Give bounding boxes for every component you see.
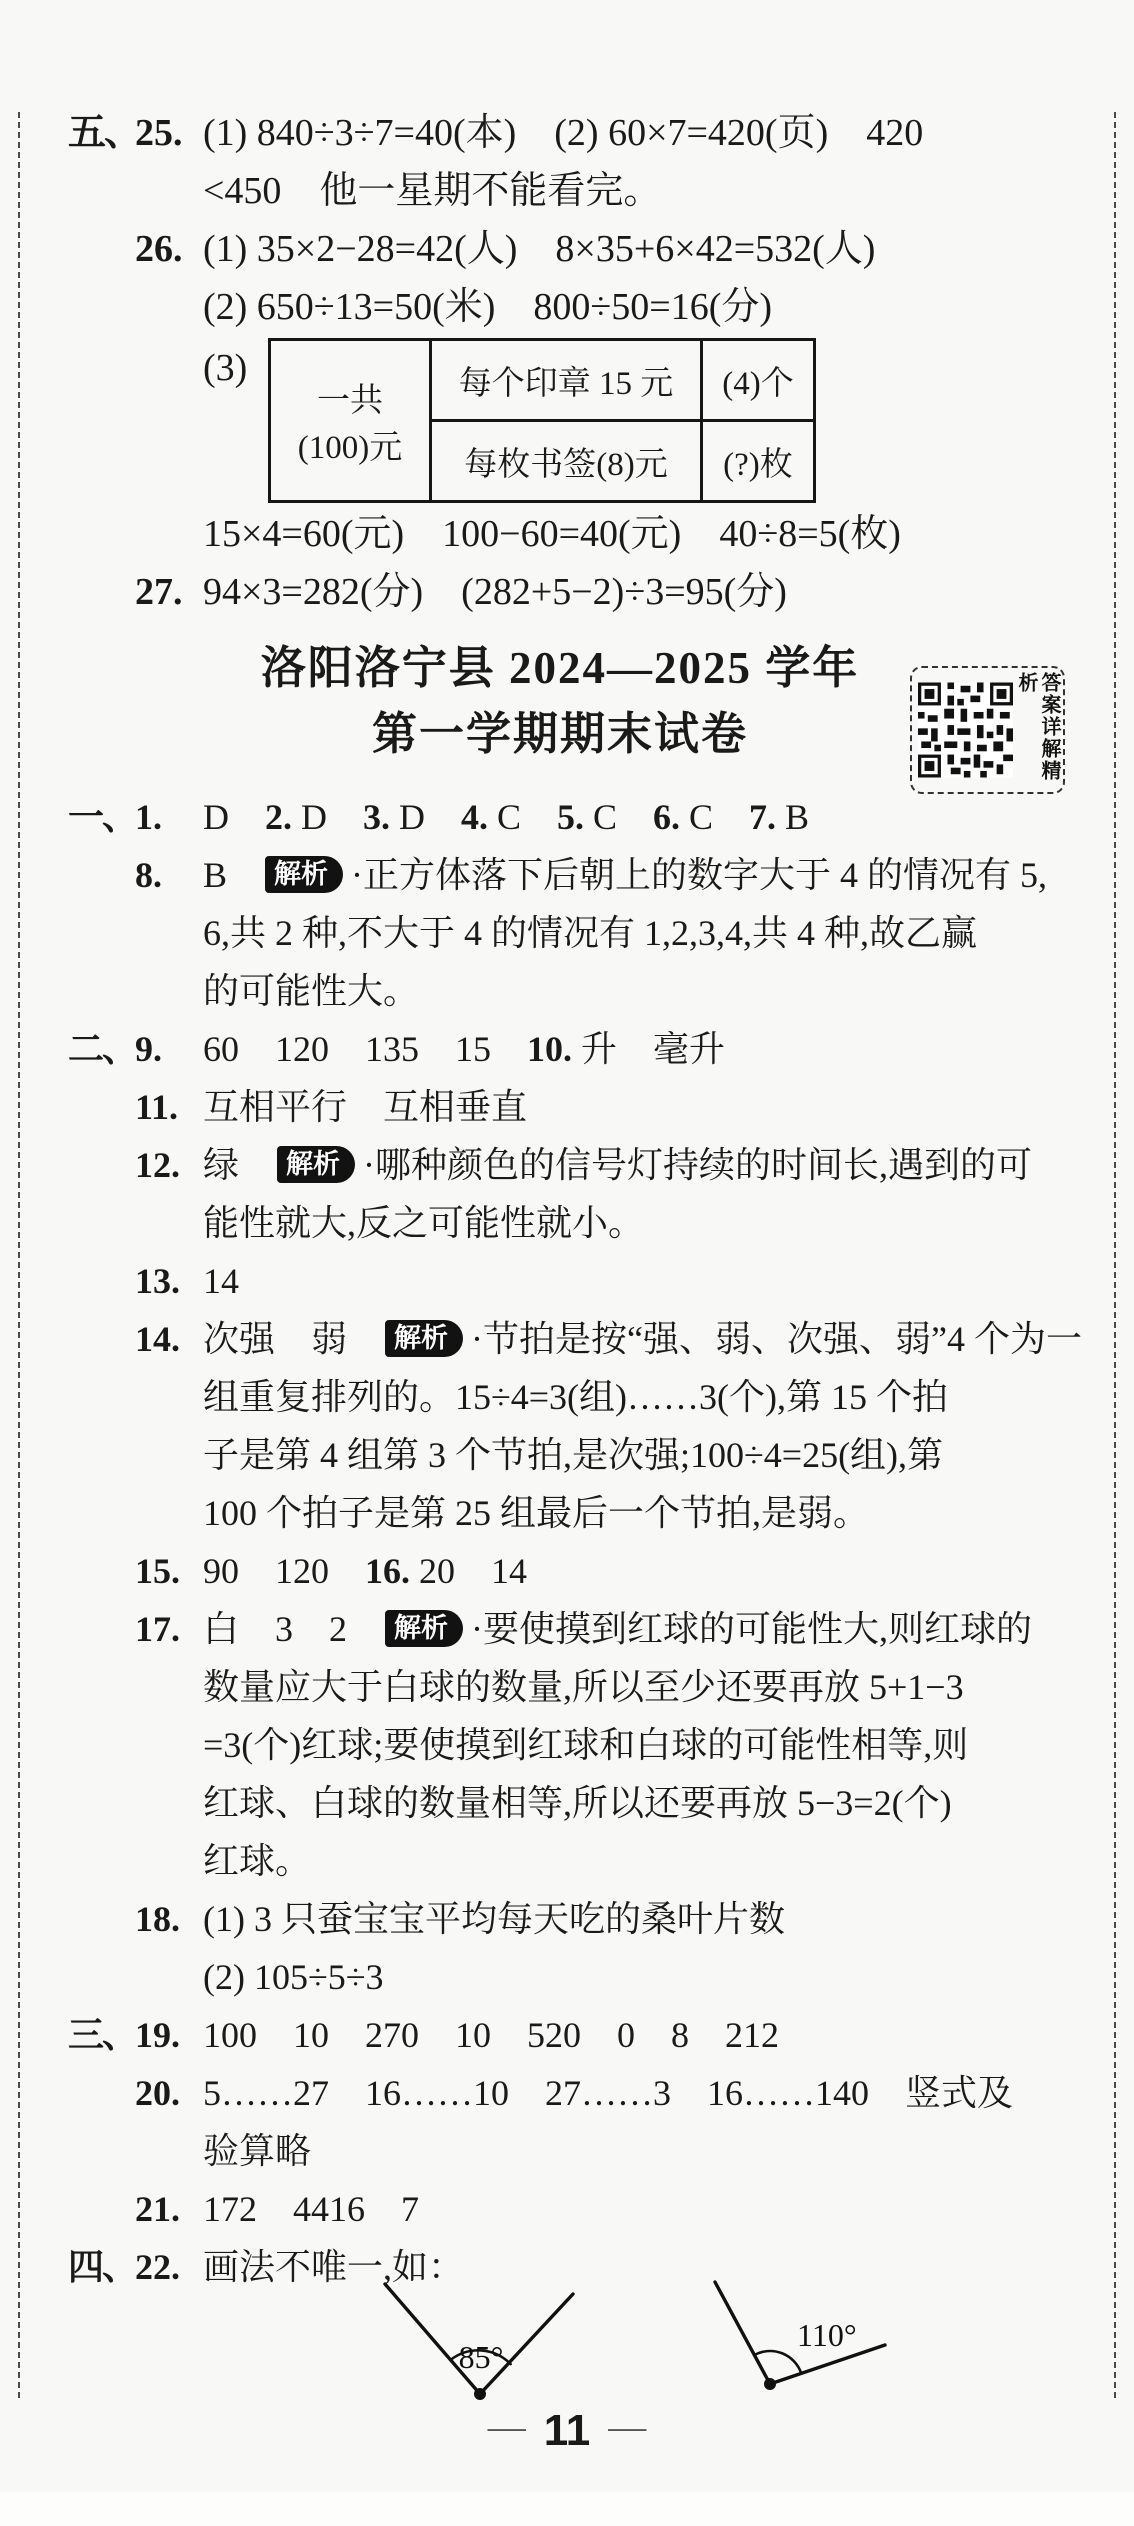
answer-text: ·哪种颜色的信号灯持续的时间长,遇到的可 [363,1145,1033,1185]
angle-drawings [290,2262,950,2422]
question-number: 9. [135,1029,162,1069]
answer-line [68,1426,1082,1484]
answer-text: D [292,797,363,837]
vertex-dot [474,2388,486,2400]
answer-text: 100 个拍子是第 25 组最后一个节拍,是弱。 [203,1493,870,1533]
answer-content [203,1020,1082,1078]
answer-line [68,1310,1082,1368]
table-text: (100)元 [297,429,403,466]
answer-text: 60 120 135 15 [203,1029,528,1069]
page-number-dash: — [487,2406,526,2448]
table-text: 一共 [317,382,383,419]
inline-question-number: 10. [527,1029,573,1069]
answer-text: C [584,797,654,837]
section-marker: 二、 [68,1029,137,1069]
answer-line [68,162,923,220]
answer-text: <450 他一星期不能看完。 [203,170,662,212]
answer-line [68,846,1082,904]
table-cell-stamp: 每个印章 15 元 [431,340,702,421]
analysis-badge: 解析 [385,1610,463,1647]
question-number: 8. [135,855,162,895]
answer-text: 20 14 [410,1551,528,1591]
answer-line [68,962,1082,1020]
answer-content [203,1658,1082,1716]
question-number: 19. [135,2015,180,2055]
answer-line [68,1194,1082,1252]
answer-line [68,1136,1082,1194]
section-line [68,788,1082,846]
table-cell-bookmark-count: (?)枚 [702,421,815,502]
answer-text: 5……27 16……10 27……3 16……140 竖式及 [203,2073,1014,2113]
answer-text: 15×4=60(元) 100−60=40(元) 40÷8=5(枚) [203,513,901,555]
vertex-dot [764,2378,776,2390]
answer-content [203,162,923,220]
question-number: 1. [135,797,162,837]
question-number: 14. [135,1319,180,1359]
answer-content [203,846,1082,904]
answer-text: 次强 弱 [203,1319,384,1359]
section-marker: 五、 [68,112,141,154]
inline-question-number: 7. [749,797,777,837]
angle-label: 85° [458,2339,504,2375]
answer-text: B [776,797,810,837]
answers-section-five-cont [68,505,901,621]
answer-text: 14 [203,1261,239,1301]
answer-text: 100 10 270 10 520 0 8 212 [203,2015,779,2055]
answer-table [268,338,816,503]
answer-content [203,1542,1082,1600]
question-number: 13. [135,1261,180,1301]
exam-title-line2: 第一学期期末试卷 [371,709,748,759]
inline-question-number: 3. [363,797,390,837]
exam-title-line1: 洛阳洛宁县 2024—2025 学年 [260,643,860,693]
answer-text: 绿 [203,1145,276,1185]
answer-line [68,1368,1082,1426]
answer-content [203,1832,1082,1890]
answer-line [68,1600,1082,1658]
answer-text: 172 4416 7 [203,2189,420,2229]
question-number: 15. [135,1551,180,1591]
answer-content [203,2006,1082,2064]
inline-question-number: 16. [365,1551,411,1591]
inline-question-number: 2. [265,797,292,837]
answer-text: 的可能性大。 [203,971,420,1011]
answer-content [203,904,1082,962]
answer-text: 94×3=282(分) (282+5−2)÷3=95(分) [203,571,787,613]
question-number: 26. [135,228,183,270]
answer-text: (1) 35×2−28=42(人) 8×35+6×42=532(人) [203,228,876,270]
question-number: 22. [135,2247,180,2287]
answer-line [68,904,1082,962]
answer-text: D [203,797,265,837]
answer-text: 验算略 [203,2131,312,2171]
answer-content [203,2064,1082,2122]
answer-text: B [203,855,264,895]
angle-85 [385,2284,573,2400]
question-number: 11. [135,1087,179,1127]
answer-line [68,2122,1082,2180]
answer-line [68,2180,1082,2238]
analysis-badge: 解析 [265,856,343,893]
qr-code [918,678,1013,782]
angle-label: 110° [797,2317,857,2353]
answer-text: 能性就大,反之可能性就小。 [203,1203,645,1243]
answer-line [68,1484,1082,1542]
answer-content [203,962,1082,1020]
answer-content [203,1948,1082,2006]
page-number-dash: — [608,2406,647,2448]
answer-content [203,1484,1082,1542]
answer-text: 升 毫升 [572,1029,726,1069]
answer-text: 6,共 2 种,不大于 4 的情况有 1,2,3,4,共 4 种,故乙赢 [203,913,978,953]
answer-line [68,1658,1082,1716]
question-number: 27. [135,571,183,613]
answers-section-five [68,104,923,336]
angle-110 [715,2282,885,2390]
qr-code-box [910,666,1065,794]
answer-text: ·要使摸到红球的可能性大,则红球的 [471,1609,1033,1649]
answer-content [203,1078,1082,1136]
answer-content [203,505,901,563]
answer-content [203,1194,1082,1252]
answer-text: 组重复排列的。15÷4=3(组)……3(个),第 15 个拍 [203,1377,949,1417]
answer-text: C [488,797,558,837]
answer-text: (2) 650÷13=50(米) 800÷50=16(分) [203,286,772,328]
answer-text: 红球、白球的数量相等,所以还要再放 5−3=2(个) [203,1783,952,1823]
answer-content [203,1600,1082,1658]
answer-text: 数量应大于白球的数量,所以至少还要再放 5+1−3 [203,1667,964,1707]
section-marker: 三、 [68,2015,137,2055]
page-number [0,2402,1134,2462]
answer-line [68,1774,1082,1832]
answer-text: 红球。 [203,1841,312,1881]
answer-line [68,1078,1082,1136]
answer-content [203,1368,1082,1426]
table-cell-total [270,340,431,502]
answer-text: 90 120 [203,1551,366,1591]
answer-line [68,1890,1082,1948]
answer-content [203,1890,1082,1948]
answer-content [203,278,923,336]
page-number-value: 11 [543,2406,591,2455]
answer-content [203,1774,1082,1832]
section-marker: 四、 [68,2247,137,2287]
answer-content [203,2180,1082,2238]
table-cell-stamp-count: (4)个 [702,340,815,421]
answer-text: =3(个)红球;要使摸到红球和白球的可能性相等,则 [203,1725,969,1765]
answer-content [203,563,901,621]
question-number: 12. [135,1145,180,1185]
question-number: 25. [135,112,183,154]
answer-content [203,1716,1082,1774]
answer-text: (2) 105÷5÷3 [203,1957,384,1997]
answer-content [203,788,1082,846]
answer-line [68,1542,1082,1600]
answer-line [68,505,901,563]
question-number: 18. [135,1899,180,1939]
section-line [68,104,923,162]
sub-question-label: (3) [203,347,248,389]
answer-text: (1) 840÷3÷7=40(本) (2) 60×7=420(页) 420 [203,112,924,154]
answer-text: C [680,797,750,837]
inline-question-number: 4. [461,797,488,837]
table-cell-bookmark: 每枚书签(8)元 [431,421,702,502]
answer-text: 画法不唯一,如： [203,2247,465,2287]
answer-content [203,1310,1082,1368]
answer-text: D [390,797,461,837]
inline-question-number: 6. [653,797,681,837]
question-number: 17. [135,1609,180,1649]
inline-question-number: 5. [557,797,585,837]
answer-content [203,1426,1082,1484]
answers-main-section [68,788,1082,2296]
answer-text: (1) 3 只蚕宝宝平均每天吃的桑叶片数 [203,1899,785,1939]
question-number: 21. [135,2189,180,2229]
section-line [68,2006,1082,2064]
answer-text: 互相平行 互相垂直 [203,1087,528,1127]
answer-line [68,1948,1082,2006]
qr-caption: 答案详解精析 [1015,672,1060,782]
answer-text: ·节拍是按“强、弱、次强、弱”4 个为一 [471,1319,1082,1359]
answer-content [203,1136,1082,1194]
question-number: 20. [135,2073,180,2113]
answer-line [68,278,923,336]
answer-line [68,1716,1082,1774]
answer-text: 白 3 2 [203,1609,384,1649]
answer-text: ·正方体落下后朝上的数字大于 4 的情况有 5, [351,855,1048,895]
analysis-badge: 解析 [385,1320,463,1357]
right-dashed-border [1114,112,1116,2398]
answer-line [68,1832,1082,1890]
answer-line [68,1252,1082,1310]
answer-content [203,2122,1082,2180]
answer-line [68,220,923,278]
section-line [68,1020,1082,1078]
left-dashed-border [18,112,20,2398]
answer-content [203,104,923,162]
angle-ray [715,2282,770,2384]
answer-text: 子是第 4 组第 3 个节拍,是次强;100÷4=25(组),第 [203,1435,944,1475]
answer-line [68,563,901,621]
section-marker: 一、 [68,797,137,837]
answer-content [203,220,923,278]
scan-bottom-band [0,2492,1134,2526]
answer-content [203,1252,1082,1310]
analysis-badge: 解析 [277,1146,355,1183]
answer-line [68,2064,1082,2122]
